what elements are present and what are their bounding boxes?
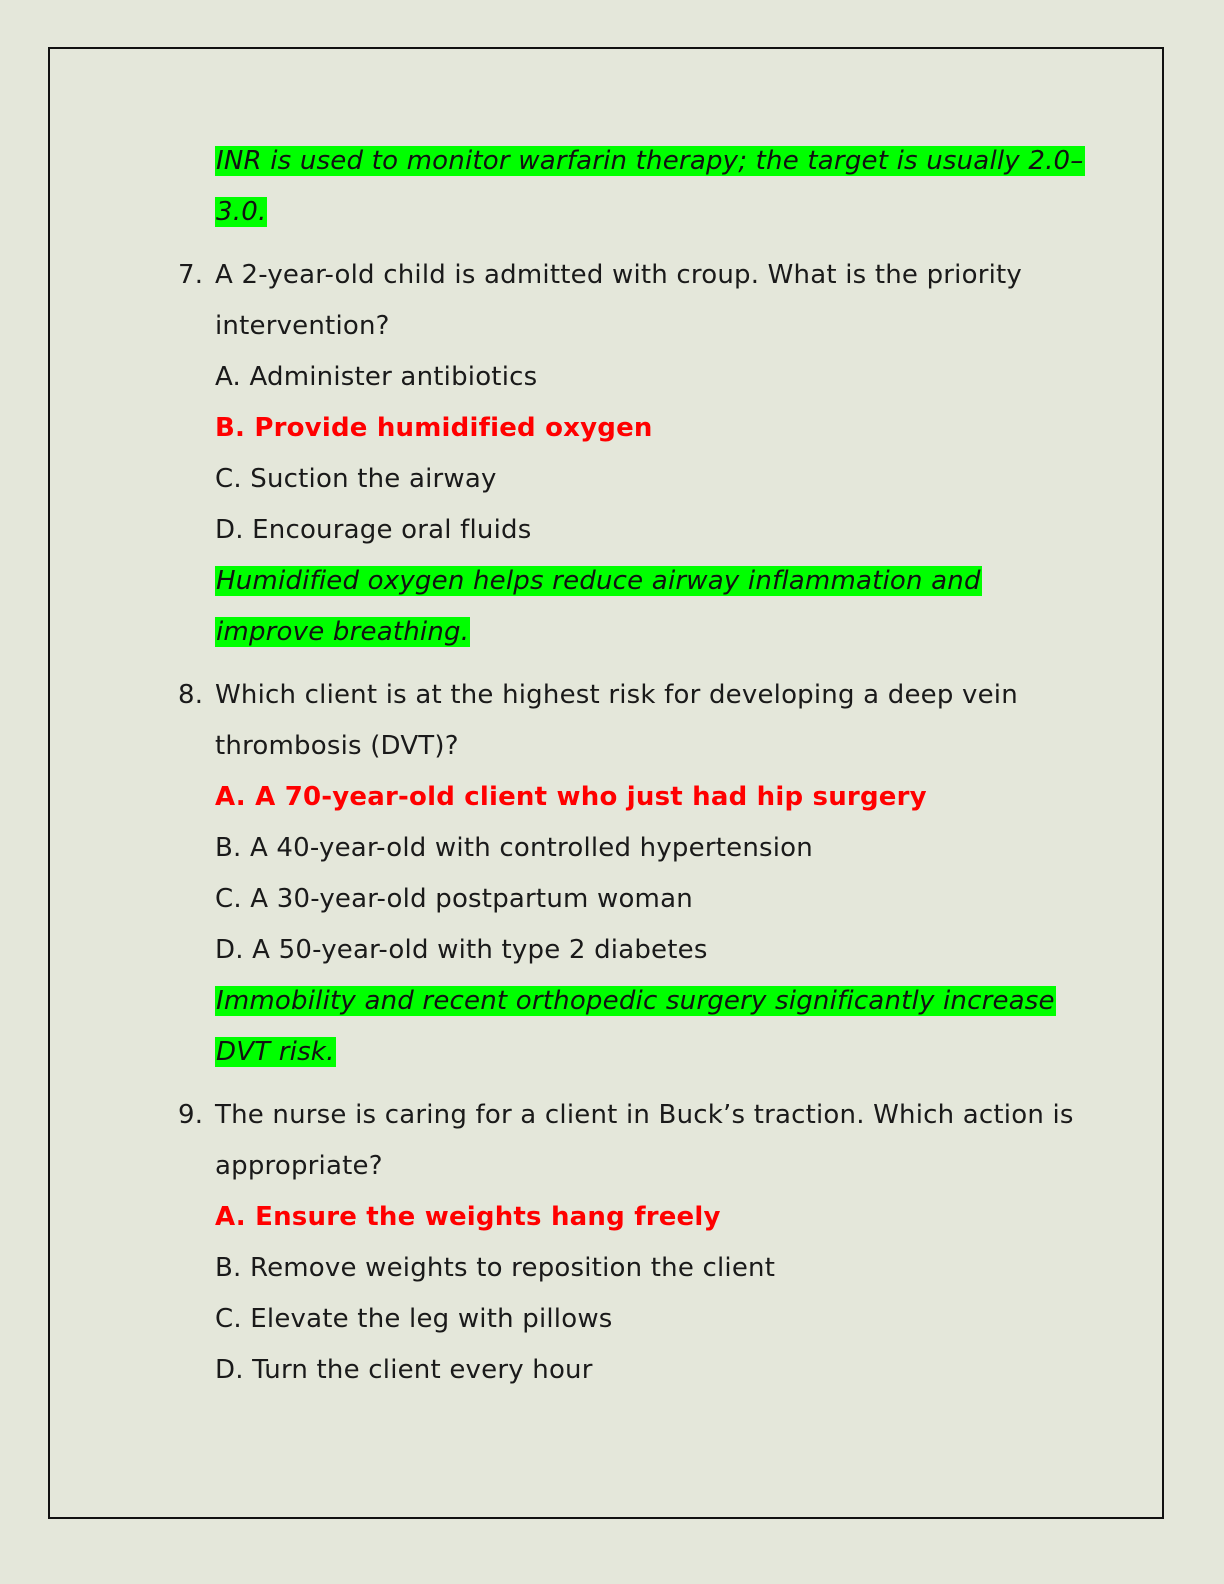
question-7-stem-line1: A 2-year-old child is admitted with croup. What is the priority [215,260,1023,290]
question-number-8: 8. [178,680,204,710]
rationale-highlight: improve breathing. [216,617,470,647]
question-7-option-c: C. Suction the airway [215,464,497,494]
question-8-rationale-line2 [215,1034,336,1070]
question-9-option-c: C. Elevate the leg with pillows [215,1304,613,1334]
rationale-highlight: Humidified oxygen helps reduce airway inflammation and [216,566,981,596]
rationale-highlight: INR is used to monitor warfarin therapy; the target is usually 2.0– [216,146,1084,176]
question-8-stem-line2: thrombosis (DVT)? [215,731,459,761]
question-8-option-d: D. A 50-year-old with type 2 diabetes [215,935,708,965]
question-7-option-b-correct: B. Provide humidified oxygen [215,413,653,443]
question-8-option-b: B. A 40-year-old with controlled hypertension [215,833,813,863]
question-9-stem-line1: The nurse is caring for a client in Buck’s traction. Which action is [215,1100,1074,1130]
question-7-rationale-line2 [215,614,470,650]
rationale-q6-line2 [215,194,267,230]
question-8-option-c: C. A 30-year-old postpartum woman [215,884,693,914]
question-7-option-d: D. Encourage oral fluids [215,515,532,545]
rationale-q6-line1 [215,143,1085,179]
question-8-rationale-line1 [215,983,1056,1019]
question-9-option-d: D. Turn the client every hour [215,1355,593,1385]
question-number-7: 7. [178,260,204,290]
rationale-highlight: DVT risk. [216,1037,335,1067]
question-9-option-a-correct: A. Ensure the weights hang freely [215,1202,721,1232]
question-7-stem-line2: intervention? [215,311,390,341]
rationale-highlight: Immobility and recent orthopedic surgery significantly increase [216,986,1055,1016]
question-9-stem-line2: appropriate? [215,1151,383,1181]
question-7-option-a: A. Administer antibiotics [215,362,538,392]
question-9-option-b: B. Remove weights to reposition the client [215,1253,776,1283]
question-8-stem-line1: Which client is at the highest risk for developing a deep vein [215,680,1018,710]
question-8-option-a-correct: A. A 70-year-old client who just had hip surgery [215,782,927,812]
rationale-highlight: 3.0. [216,197,267,227]
question-number-9: 9. [178,1100,204,1130]
question-7-rationale-line1 [215,563,982,599]
